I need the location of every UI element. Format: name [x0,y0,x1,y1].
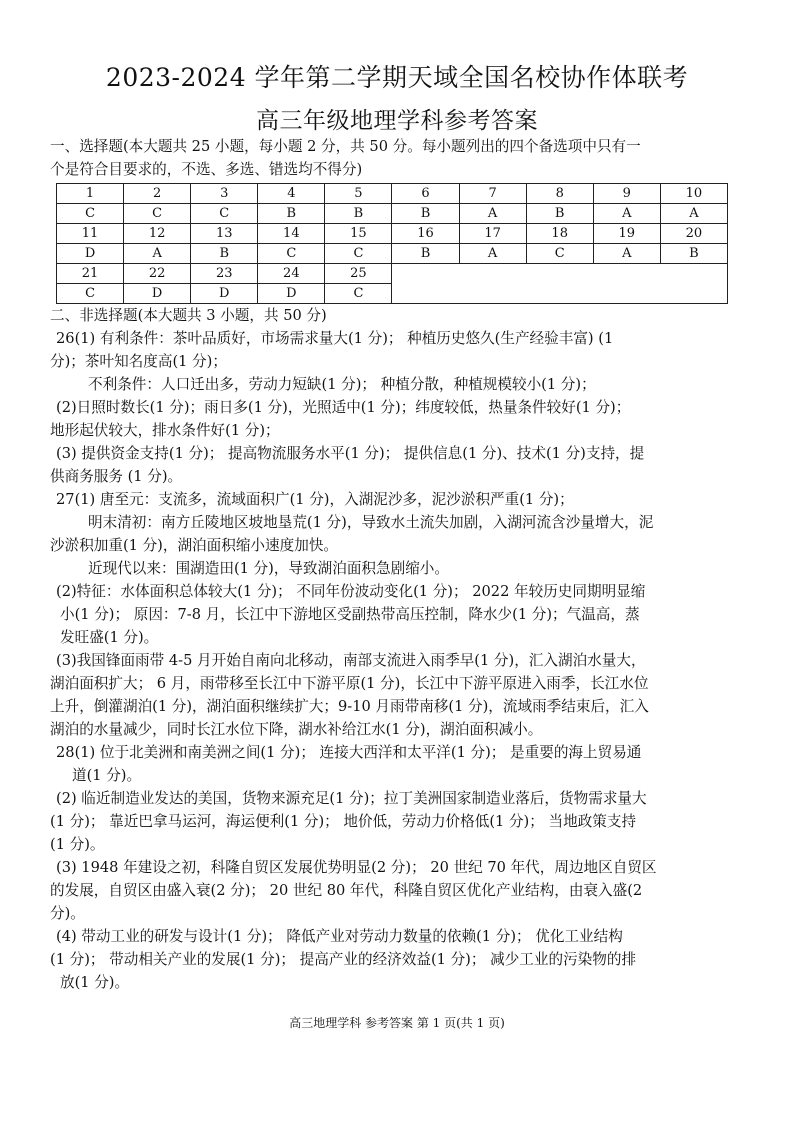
q27-2-line: (2)特征：水体面积总体较大(1 分)； 不同年份波动变化(1 分)； 2022 年较历史同期明显缩 [56,583,646,600]
blank-cell [392,264,728,304]
page-subtitle: 高三年级地理学科参考答案 [256,108,538,134]
table-cell: 13 [191,224,258,244]
q28-4-line: 放(1 分)。 [60,974,130,991]
table-cell: B [191,244,258,264]
table-cell: 4 [258,184,325,204]
q28-1-line: 28(1) 位于北美洲和南美洲之间(1 分)； 连接大西洋和太平洋(1 分)； 是重要的海上贸易通 [56,744,642,761]
table-cell: 8 [526,184,593,204]
table-cell: C [258,244,325,264]
table-cell: B [325,204,392,224]
q28-2-line: (2) 临近制造业发达的美国，货物来源充足(1 分)；拉丁美洲国家制造业落后，货物需求量大 [56,790,647,807]
table-cell: 18 [526,224,593,244]
q28-2-line: (1 分)。 [50,836,105,853]
table-row [57,204,728,224]
table-cell: C [325,244,392,264]
table-cell: 19 [593,224,660,244]
table-row [57,184,728,204]
table-cell: 25 [325,264,392,284]
q27-3-line: (3)我国锋面雨带 4-5 月开始自南向北移动，南部支流进入雨季早(1 分)，汇入湖泊水量大， [56,652,646,669]
q26-3-line: (3) 提供资金支持(1 分)； 提高物流服务水平(1 分)； 提供信息(1 分)、技术(1 分)支持，提 [56,445,645,462]
table-cell: 22 [124,264,191,284]
table-cell: A [660,204,727,224]
q28-4-line: (4) 带动工业的研发与设计(1 分)； 降低产业对劳动力数量的依赖(1 分)； 优化工业结构 [56,928,623,945]
q27-1-line: 27(1) 唐至元：支流多，流域面积广(1 分)，入湖泥沙多，泥沙淤积严重(1 分)； [56,491,574,508]
table-cell: C [191,204,258,224]
table-cell: B [660,244,727,264]
table-cell: B [392,244,459,264]
table-cell: C [57,284,124,304]
table-cell: 24 [258,264,325,284]
q27-2-line: 发旺盛(1 分)。 [60,629,159,646]
q27-3-line: 湖泊的水量减少，同时长江水位下降，湖水补给江水(1 分)，湖泊面积减小。 [50,721,543,738]
table-cell: A [124,244,191,264]
section2-heading: 二、非选择题(本大题共 3 小题，共 50 分) [50,307,327,324]
q28-1-line: 道(1 分)。 [72,767,142,784]
table-cell: 20 [660,224,727,244]
table-cell: B [258,204,325,224]
table-cell: 5 [325,184,392,204]
table-cell: 23 [191,264,258,284]
table-cell: 21 [57,264,124,284]
table-cell: 7 [459,184,526,204]
table-cell: C [325,284,392,304]
table-row [57,224,728,244]
table-row [57,264,728,284]
page-footer: 高三地理学科 参考答案 第 1 页(共 1 页) [289,1016,505,1030]
table-cell: C [526,244,593,264]
q26-1-line: 26(1) 有利条件：茶叶品质好，市场需求量大(1 分)； 种植历史悠久(生产经验丰富) (1 [56,330,614,347]
table-cell: 9 [593,184,660,204]
table-cell: 15 [325,224,392,244]
answer-content [50,135,750,994]
q26-1-line: 分)；茶叶知名度高(1 分)； [50,353,227,370]
section1-heading-cont: 个是符合目要求的，不选、多选、错选均不得分) [50,161,363,178]
table-cell: 16 [392,224,459,244]
table-cell: A [459,204,526,224]
q27-3-line: 湖泊面积扩大； 6 月，雨带移至长江中下游平原(1 分)，长江中下游平原进入雨季，长江水位 [50,675,649,692]
q27-1-line: 沙淤积加重(1 分)，湖泊面积缩小速度加快。 [50,537,339,554]
table-cell: D [124,284,191,304]
table-cell: 11 [57,224,124,244]
section1-heading: 一、选择题(本大题共 25 小题，每小题 2 分，共 50 分。每小题列出的四个备选项中只有一 [50,138,641,155]
table-cell: B [392,204,459,224]
q28-3-line: (3) 1948 年建设之初，科隆自贸区发展优势明显(2 分)； 20 世纪 70 年代，周边地区自贸区 [56,859,657,876]
q28-3-line: 的发展，自贸区由盛入衰(2 分)； 20 世纪 80 年代，科隆自贸区优化产业结构，由衰入盛(2 [50,882,643,899]
q26-1-line: 不利条件：人口迁出多，劳动力短缺(1 分)； 种植分散，种植规模较小(1 分)； [88,376,596,393]
table-cell: 3 [191,184,258,204]
table-cell: C [124,204,191,224]
q27-2-line: 小(1 分)； 原因：7-8 月，长江中下游地区受副热带高压控制，降水少(1 分)；气温高，蒸 [60,606,640,623]
table-cell: 1 [57,184,124,204]
table-cell: A [593,204,660,224]
table-cell: A [459,244,526,264]
table-cell: 2 [124,184,191,204]
q27-1-line: 明末清初：南方丘陵地区坡地垦荒(1 分)，导致水土流失加剧，入湖河流含沙量增大，泥 [88,514,654,531]
table-cell: C [57,204,124,224]
q28-4-line: (1 分)； 带动相关产业的发展(1 分)； 提高产业的经济效益(1 分)； 减少工业的污染物的排 [50,951,637,968]
answer-table [56,183,728,304]
table-cell: A [593,244,660,264]
table-cell: 10 [660,184,727,204]
table-row [57,244,728,264]
table-cell: D [57,244,124,264]
table-cell: D [191,284,258,304]
q28-2-line: (1 分)； 靠近巴拿马运河，海运便利(1 分)； 地价低，劳动力价格低(1 分)； 当地政策支持 [50,813,637,830]
table-cell: 17 [459,224,526,244]
table-cell: D [258,284,325,304]
q27-3-line: 上升，倒灌湖泊(1 分)，湖泊面积继续扩大；9-10 月雨带南移(1 分)，流域雨季结束后，汇入 [50,698,649,715]
table-cell: 6 [392,184,459,204]
q28-3-line: 分)。 [50,905,85,922]
table-cell: 12 [124,224,191,244]
q26-2-line: (2)日照时数长(1 分)；雨日多(1 分)，光照适中(1 分)；纬度较低，热量条件较好(1 分)； [56,399,631,416]
q27-1-line: 近现代以来：围湖造田(1 分)，导致湖泊面积急剧缩小。 [88,560,449,577]
table-cell: B [526,204,593,224]
q26-3-line: 供商务服务 (1 分)。 [50,468,183,485]
table-cell: 14 [258,224,325,244]
page-title: 2023-2024 学年第二学期天域全国名校协作体联考 [105,63,689,92]
q26-2-line: 地形起伏较大，排水条件好(1 分)； [50,422,280,439]
